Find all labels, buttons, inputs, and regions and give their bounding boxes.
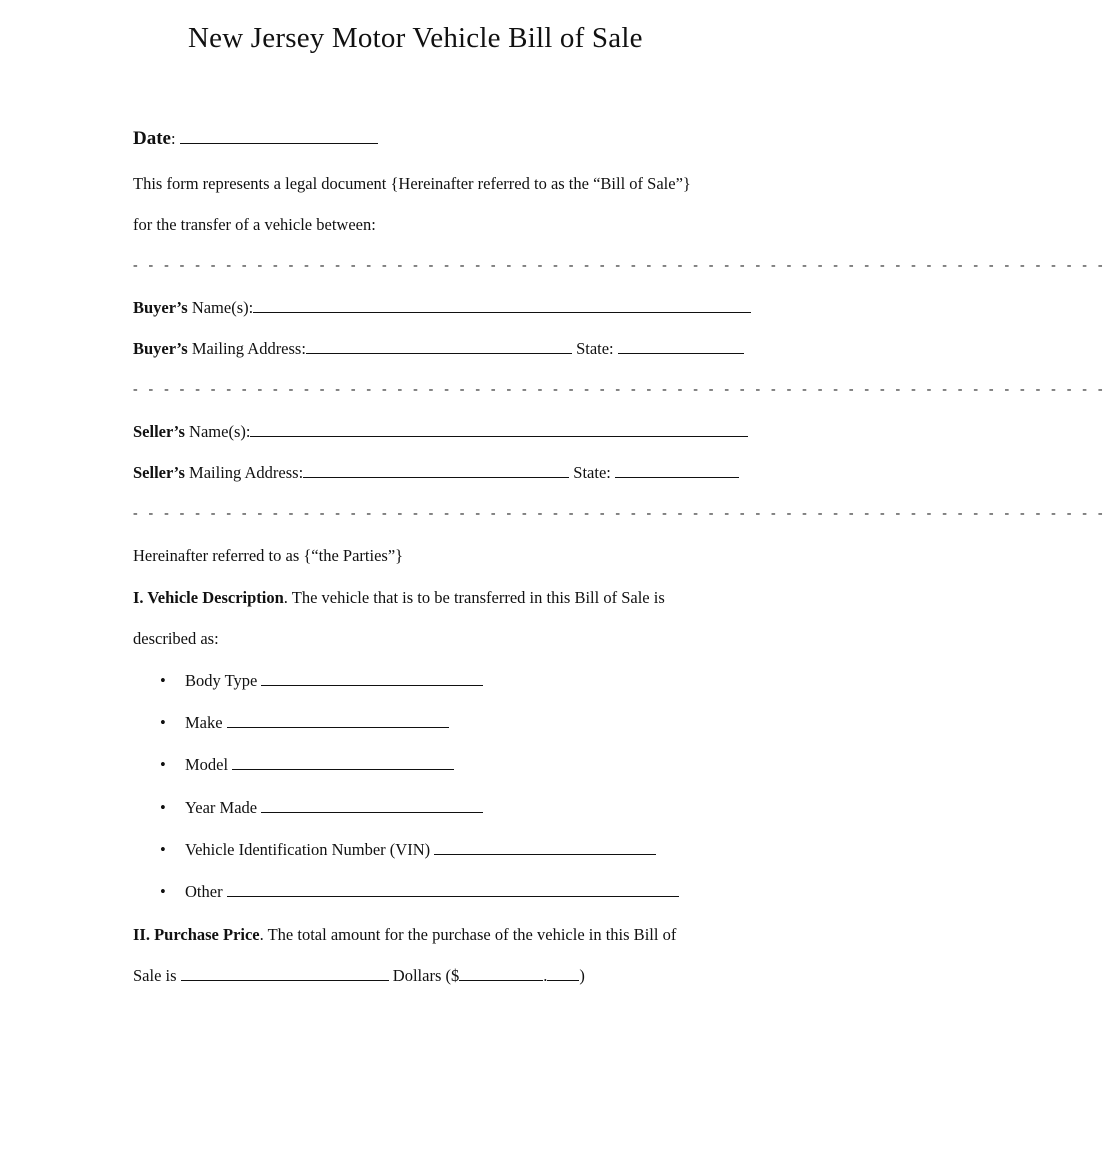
list-item-vin (160, 840, 656, 860)
dollars-words-field[interactable] (181, 966, 389, 981)
decimal-point: . (543, 966, 548, 985)
intro-line-2: for the transfer of a vehicle between: (133, 215, 376, 234)
sale-is-label: Sale is (133, 966, 181, 985)
buyer-state-label: State: (571, 339, 618, 358)
seller-name-bold: Seller’s (133, 422, 185, 441)
bullet-icon: • (160, 840, 166, 859)
list-item-body-type (160, 671, 483, 691)
body-type-field[interactable] (261, 671, 483, 686)
date-label: Date (133, 128, 171, 149)
section1-line-2: described as: (133, 629, 219, 648)
date-row (133, 128, 378, 150)
year-made-label: Year Made (185, 798, 262, 817)
close-paren: ) (579, 966, 585, 985)
intro-line-1: This form represents a legal document {Hereinafter referred to as the “Bill of Sale”} (133, 174, 691, 193)
bullet-icon: • (160, 713, 166, 732)
year-made-field[interactable] (261, 798, 483, 813)
buyer-name-bold: Buyer’s (133, 298, 188, 317)
seller-state-field[interactable] (615, 463, 739, 478)
body-type-label: Body Type (185, 671, 262, 690)
buyer-state-field[interactable] (618, 339, 744, 354)
list-item-other (160, 882, 679, 902)
separator-2: - - - - - - - - - - - - - - - - - - - - - - - - - - - - - - - - - - - - - - - - - - - - - - - - - - - - - - - - - - - - - - - (133, 382, 1106, 397)
seller-address-bold: Seller’s (133, 463, 185, 482)
section1-text-1: . The vehicle that is to be transferred in this Bill of Sale is (283, 588, 665, 607)
bullet-icon: • (160, 882, 166, 901)
section1-heading: I. Vehicle Description (133, 588, 284, 607)
buyer-name-field[interactable] (253, 298, 751, 313)
seller-name-field[interactable] (250, 422, 748, 437)
other-field[interactable] (227, 882, 679, 897)
dollars-amount-field[interactable] (459, 966, 543, 981)
seller-address-field[interactable] (303, 463, 569, 478)
make-label: Make (185, 713, 227, 732)
seller-state-label: State: (569, 463, 615, 482)
buyer-address-row (133, 339, 744, 359)
section2-line-1 (133, 925, 676, 945)
model-label: Model (185, 755, 233, 774)
section1-line-1 (133, 588, 665, 608)
other-label: Other (185, 882, 227, 901)
date-field[interactable] (180, 129, 378, 144)
list-item-model (160, 755, 454, 775)
buyer-name-row (133, 298, 751, 318)
buyer-name-label: Name(s): (187, 298, 254, 317)
section2-line-2 (133, 966, 585, 986)
section2-text-1: . The total amount for the purchase of the vehicle in this Bill of (259, 925, 677, 944)
seller-address-label: Mailing Address: (184, 463, 304, 482)
date-colon: : (170, 129, 176, 148)
cents-field[interactable] (547, 966, 579, 981)
parties-line: Hereinafter referred to as {“the Parties”} (133, 546, 404, 565)
buyer-address-bold: Buyer’s (133, 339, 188, 358)
section2-heading: II. Purchase Price (133, 925, 260, 944)
document-title: New Jersey Motor Vehicle Bill of Sale (188, 22, 643, 54)
bullet-icon: • (160, 798, 166, 817)
model-field[interactable] (232, 755, 454, 770)
vin-field[interactable] (434, 840, 656, 855)
make-field[interactable] (227, 713, 449, 728)
buyer-address-field[interactable] (306, 339, 572, 354)
separator-1: - - - - - - - - - - - - - - - - - - - - - - - - - - - - - - - - - - - - - - - - - - - - - - - - - - - - - - - - - - - - - - - (133, 258, 1106, 273)
bullet-icon: • (160, 671, 166, 690)
list-item-make (160, 713, 449, 733)
seller-name-row (133, 422, 748, 442)
vin-label: Vehicle Identification Number (VIN) (185, 840, 435, 859)
buyer-address-label: Mailing Address: (187, 339, 306, 358)
separator-3: - - - - - - - - - - - - - - - - - - - - - - - - - - - - - - - - - - - - - - - - - - - - - - - - - - - - - - - - - - - - - - - (133, 506, 1106, 521)
list-item-year-made (160, 798, 483, 818)
seller-name-label: Name(s): (184, 422, 251, 441)
seller-address-row (133, 463, 739, 483)
dollars-label: Dollars ($ (388, 966, 460, 985)
bullet-icon: • (160, 755, 166, 774)
